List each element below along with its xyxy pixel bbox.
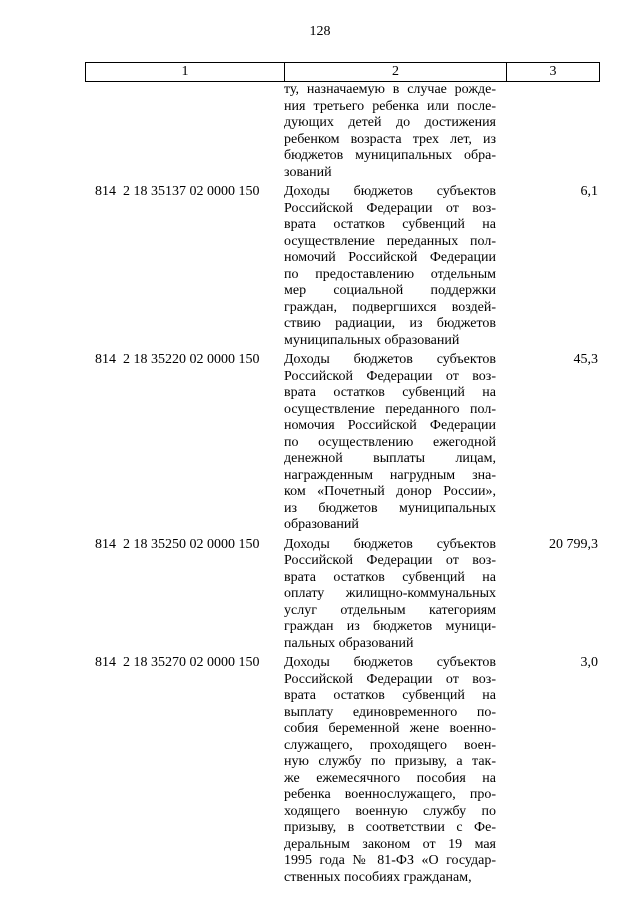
income-name <box>284 655 496 886</box>
text-line: Доходы бюджетов субъектов <box>284 655 496 670</box>
admin-code: 814 <box>95 352 116 367</box>
text-line: номочий Российской Федерации <box>284 250 496 265</box>
amount: 6,1 <box>580 184 598 199</box>
income-name <box>284 184 496 349</box>
text-line: служащего, проходящего воен- <box>284 737 496 753</box>
text-line: деральным законом от 19 мая <box>284 836 496 852</box>
budget-classification-code: 2 18 35250 02 0000 150 <box>123 536 260 552</box>
admin-code: 814 <box>95 655 116 670</box>
text-line: ребенком возраста трех лет, из <box>284 131 496 147</box>
text-line: Российской Федерации от воз- <box>284 368 496 384</box>
amount: 45,3 <box>573 352 598 367</box>
income-name <box>284 537 496 653</box>
text-line: собия беременной жене военно- <box>284 721 496 736</box>
text-line: ком «Почетный донор России», <box>284 484 496 499</box>
text-line: зований <box>284 164 332 180</box>
text-line: из бюджетов муниципальных <box>284 500 496 516</box>
text-line: ребенка военнослужащего, про- <box>284 787 496 802</box>
table-header <box>85 62 600 82</box>
header-col-2: 2 <box>285 63 507 81</box>
text-line: по предоставлению отдельным <box>284 266 496 282</box>
text-line: осуществление переданного пол- <box>284 401 496 417</box>
text-line: врата остатков субвенций на <box>284 569 496 585</box>
income-name <box>284 352 496 534</box>
text-line: граждан из бюджетов муници- <box>284 619 496 634</box>
text-line: муниципальных образований <box>284 332 460 348</box>
text-line: по осуществлению ежегодной <box>284 434 496 450</box>
text-line: дующих детей до достижения <box>284 115 496 130</box>
header-col-3: 3 <box>549 64 557 79</box>
text-line: образований <box>284 517 359 532</box>
budget-classification-code: 2 18 35137 02 0000 150 <box>123 184 260 199</box>
text-line: денежной выплаты лицам, <box>284 451 496 466</box>
text-line: Российской Федерации от воз- <box>284 200 496 216</box>
text-line: призыву, в соответствии с Фе- <box>284 820 496 835</box>
table-row <box>85 655 600 886</box>
text-line: ную службу по призыву, а так- <box>284 754 496 769</box>
budget-classification-code: 2 18 35220 02 0000 150 <box>123 352 260 367</box>
text-line: оплату жилищно-коммунальных <box>284 586 496 601</box>
text-line: 1995 года № 81-ФЗ «О государ- <box>284 853 496 868</box>
text-line: Российской Федерации от воз- <box>284 553 496 568</box>
text-line: же ежемесячного пособия на <box>284 770 496 786</box>
table-row-continuation <box>85 82 600 181</box>
amount: 3,0 <box>580 655 598 670</box>
text-line: ствию радиации, из бюджетов <box>284 316 496 331</box>
text-line: Доходы бюджетов субъектов <box>284 184 496 199</box>
text-line: мер социальной поддержки <box>284 283 496 298</box>
text-line: осуществление переданных пол- <box>284 233 496 249</box>
text-line: ту, назначаемую в случае рожде- <box>284 82 496 97</box>
text-line: ходящего военную службу по <box>284 803 496 819</box>
header-col-1: 1 <box>86 63 285 81</box>
text-line: выплату единовременного по- <box>284 704 496 720</box>
admin-code: 814 <box>95 536 116 552</box>
table-row <box>85 184 600 349</box>
text-line: награжденным нагрудным зна- <box>284 467 496 483</box>
text-line: номочия Российской Федерации <box>284 418 496 433</box>
amount: 20 799,3 <box>549 536 598 552</box>
text-line: граждан, подвергшихся воздей- <box>284 299 496 315</box>
text-line: бюджетов муниципальных обра- <box>284 148 496 163</box>
text-line: Российской Федерации от воз- <box>284 671 496 687</box>
text-line: врата остатков субвенций на <box>284 217 496 232</box>
income-name <box>284 82 496 181</box>
table-body <box>85 82 600 889</box>
text-line: ния третьего ребенка или после- <box>284 98 496 114</box>
budget-classification-code: 2 18 35270 02 0000 150 <box>123 655 260 670</box>
text-line: Доходы бюджетов субъектов <box>284 352 496 367</box>
text-line: врата остатков субвенций на <box>284 688 496 703</box>
admin-code: 814 <box>95 184 116 199</box>
page-number: 128 <box>309 24 331 39</box>
text-line: врата остатков субвенций на <box>284 385 496 400</box>
text-line: ственных пособиях гражданам, <box>284 869 472 885</box>
table-row <box>85 352 600 534</box>
text-line: услуг отдельным категориям <box>284 602 496 618</box>
table-row <box>85 537 600 653</box>
text-line: пальных образований <box>284 635 414 651</box>
text-line: Доходы бюджетов субъектов <box>284 536 496 552</box>
